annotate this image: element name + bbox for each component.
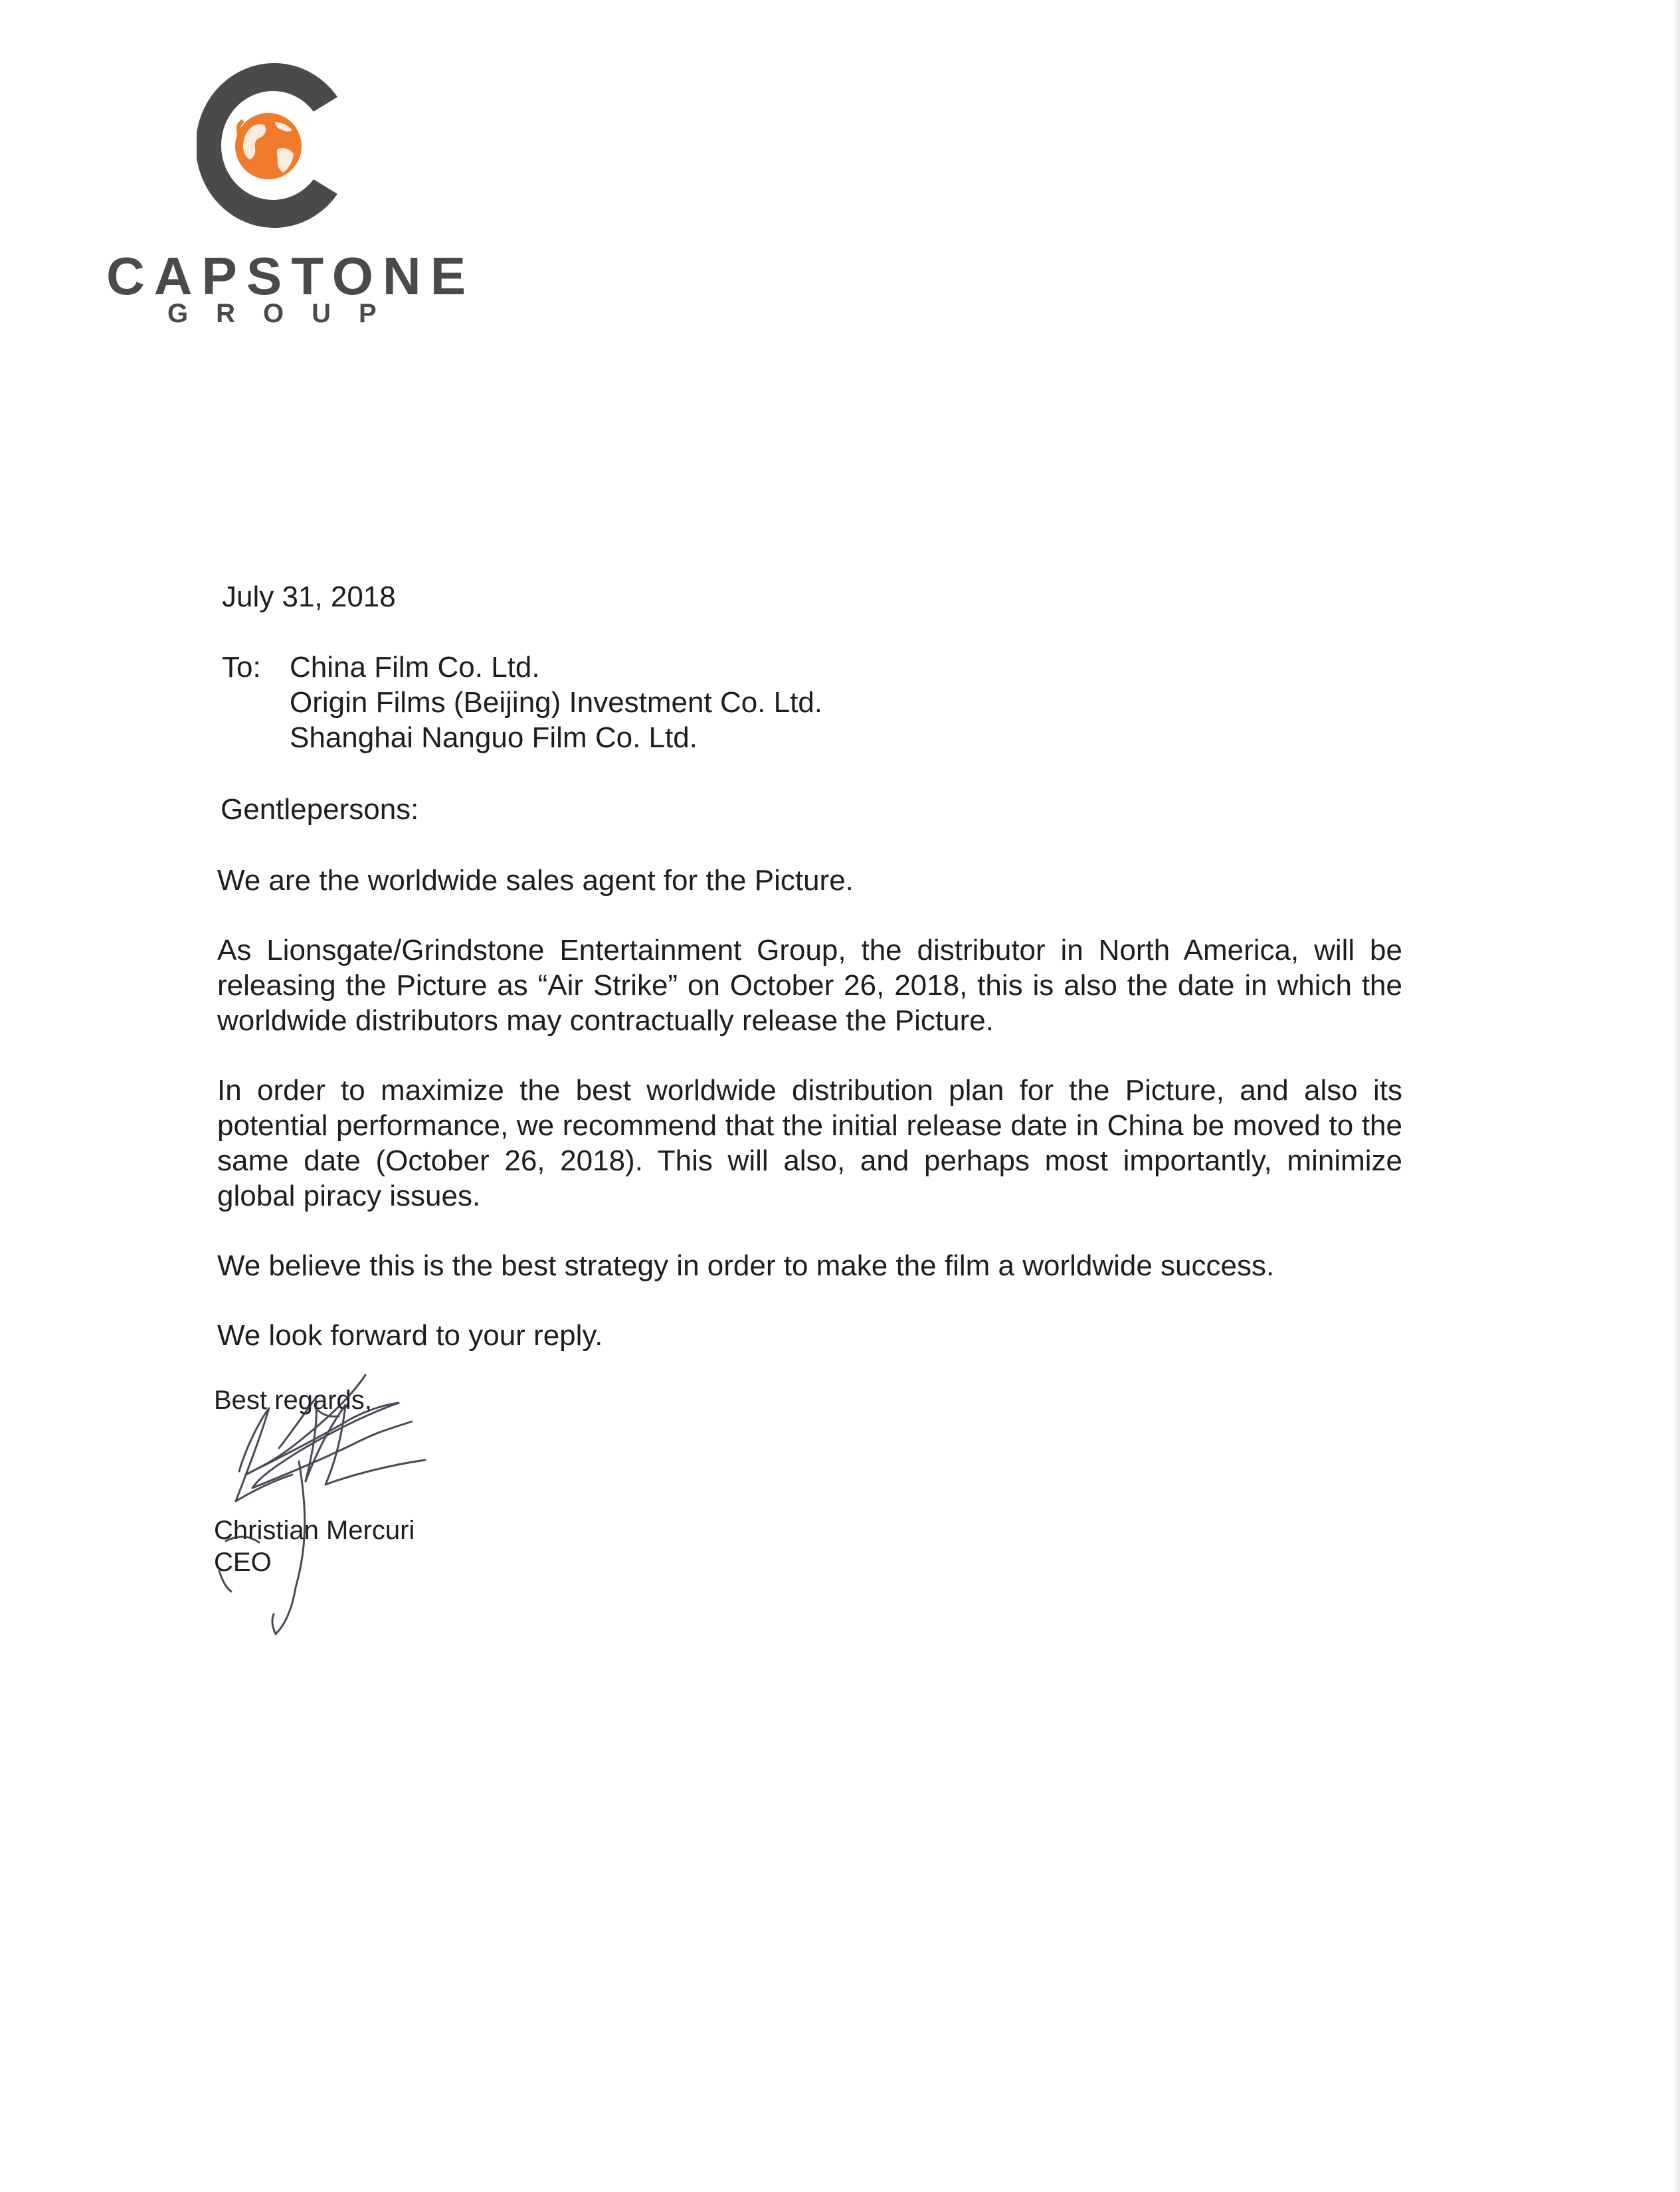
- recipient-line: Origin Films (Beijing) Investment Co. Ltd.: [290, 686, 823, 719]
- capstone-globe-logo-icon: [197, 56, 356, 235]
- body-paragraph: As Lionsgate/Grindstone Entertainment Group, the distributor in North America, will be releasing the Picture as “Air Strike” on October 26, 2018, this is also the date in which the worldwide distributors may contractually release the Picture.: [217, 934, 1402, 1037]
- signer-title: CEO: [214, 1548, 272, 1577]
- body-paragraph: We are the worldwide sales agent for the Picture.: [217, 864, 854, 897]
- closing: Best regards,: [214, 1386, 372, 1415]
- letter-date: July 31, 2018: [222, 581, 396, 613]
- scan-edge: [1672, 0, 1680, 2192]
- body-paragraph: We believe this is the best strategy in order to make the film a worldwide success.: [217, 1249, 1275, 1282]
- company-name: CAPSTONE: [106, 246, 476, 306]
- recipient-line: Shanghai Nanguo Film Co. Ltd.: [290, 721, 698, 754]
- body-paragraph: In order to maximize the best worldwide distribution plan for the Picture, and also its potential performance, we recommend that the initial release date in China be moved to the same date (October 26, 2018). This will also, and perhaps most importantly, minimize global piracy issues.: [217, 1074, 1402, 1212]
- recipient-line: China Film Co. Ltd.: [290, 651, 540, 684]
- company-subname: GROUP: [167, 299, 405, 328]
- body-paragraph: We look forward to your reply.: [217, 1319, 603, 1352]
- handwritten-signature-icon: [199, 1368, 465, 1647]
- signer-name: Christian Mercuri: [214, 1516, 415, 1545]
- to-label: To:: [222, 651, 261, 684]
- salutation: Gentlepersons:: [221, 793, 419, 826]
